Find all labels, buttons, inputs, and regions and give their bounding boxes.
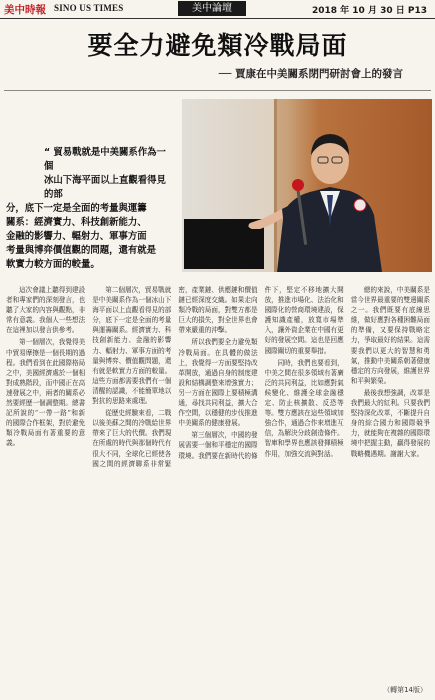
pull-quote-line: 金融的影響力、輻射力、軍事方面 <box>6 231 147 242</box>
body-paragraph: 總的來說，中美關系是當今世界最重要的雙邊關系之一。我們既要有底線思維，做好應對各種困難局面的準備，又要保持戰略定力，爭取最好的結果。這需要我們以更大的智慧和勇氣，推動中美關系朝著健康穩定的方向發展，維護世界和平與繁榮。 <box>350 286 430 385</box>
body-paragraph: 第一個層次，我覺得美中貿易摩擦是一個長期的過程。我們看到在此國際格局之中，美國經濟處於一個相對成熟階段，而中國正在高速發展之中，兩者的關系必然要經歷一個調整期。總書記所說的“一帶一路”和新的國際合作框架，對於避免類冷戰局面有著重要的意義。 <box>6 338 86 448</box>
pull-quote-line: 關系：經濟實力、科技創新能力、 <box>6 217 147 228</box>
body-paragraph: 所以我們要全力避免類冷戰局面。在具體的做法上，我覺得一方面要堅持改革開放，通過自身的制度建設和結構調整來增強實力；另一方面在國際上要積極溝通，尋找共同利益，擴大合作空間，以穩健的步伐推進中美關系的健康發展。 <box>178 338 258 428</box>
section-label: 美中論壇 <box>178 1 246 16</box>
body-paragraph: 最後我想強調，改革是我們最大的紅利。只要我們堅持深化改革，不斷提升自身的綜合國力和國際競爭力，就能夠在複雜的國際環境中把握主動，贏得發展的戰略機遇期。謝謝大家。 <box>350 388 430 458</box>
issue-date: 2018 年 10 月 30 日 <box>311 6 405 16</box>
body-paragraph: 第三個層次，中國的發展需要一個和平穩定的國際環境。我們要在新時代的條件下，堅定不移地擴大開放，推進市場化、法治化和國際化的營商環境建設，保護知識產權，放寬市場準入，讓外資企業在中國有更好的發展空間。這也是回應國際關切的重要舉措。 <box>178 286 344 460</box>
article-body <box>6 285 430 680</box>
pull-quote-line: 分，底下一定是全面的考量與運籌 <box>6 203 147 214</box>
divider <box>4 90 431 91</box>
article-headline: 要全力避免類冷戰局面 <box>87 31 348 60</box>
body-paragraph: 從歷史經驗來看，二戰以後美蘇之間的冷戰給世界帶來了巨大的代價。我們現在所處的時代與那個時代有很大不同，全球化已經使各國之間的經濟聯系非常緊密，產業鏈、供應鏈和價值鏈已經深度交織。如果走向類冷戰的局面，對雙方都是巨大的損失，對全世界也會帶來嚴重的沖擊。 <box>92 286 258 468</box>
masthead-brand-cn: 美中時報 <box>4 4 46 16</box>
page-number: P13 <box>407 6 427 16</box>
masthead <box>0 0 435 19</box>
continued-note: （轉第14版） <box>383 686 427 694</box>
dateline <box>312 3 427 16</box>
pull-quote-line: 考量與博弈價值觀的問題，還有就是 <box>6 245 157 256</box>
article-subhead: ── 賈康在中美關系閉門研討會上的發言 <box>218 68 403 80</box>
speaker-photo <box>182 99 432 272</box>
masthead-brand-en: SINO US TIMES <box>54 3 124 13</box>
body-paragraph: 第二個層次，貿易戰就是中美關系作為一個冰山下海平面以上直觀看得見的部分，底下一定是全面的考量與運籌關系。經濟實力、科技創新能力、金融的影響力、輻射力、軍事方面的考量與博弈、價值觀問題，還有就是軟實力方面的較量。這些方面都需要我們有一個清醒的認識，不能簡單地以對抗的思路來處理。 <box>92 286 172 406</box>
speaker-photo-illustration <box>182 99 432 272</box>
pull-quote-line: “ 貿易戰就是中美關系作為一個 <box>44 147 166 172</box>
pull-quote <box>6 146 174 272</box>
body-paragraph: 這次會議上聽得到建設者和專家們的深刻發言，也聽了大家的內容與觀點，非常有意義。我個人一些想法在這裡加以發言供參考。 <box>6 286 86 335</box>
pull-quote-line: 冰山下海平面以上直觀看得見的部 <box>44 175 166 200</box>
pull-quote-line: 軟實力較方面的較量。 <box>6 259 100 270</box>
body-paragraph: 同時，我們也要看到，中美之間在很多領域有著廣泛的共同利益，比如應對氣候變化、維護全球金融穩定、防止核擴散、反恐等等。雙方應該在這些領域加強合作，通過合作來增進互信，為解決分歧創造條件。智庫和學界也應該發揮積極作用，加強交流與對話。 <box>264 358 344 458</box>
